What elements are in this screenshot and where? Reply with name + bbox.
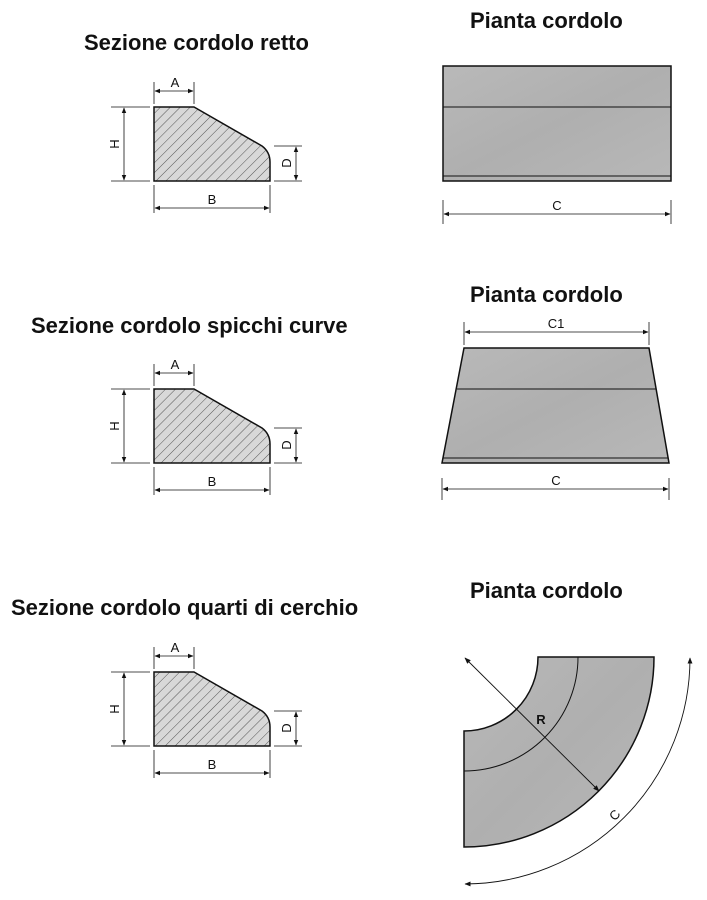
label-b: B (207, 192, 217, 207)
plan-block (443, 66, 671, 181)
section-title-quarter: Sezione cordolo quarti di cerchio (11, 595, 359, 620)
plan-block (442, 348, 669, 463)
label-b: B (207, 757, 217, 772)
cross-section-segment (107, 357, 302, 495)
section-profile (154, 107, 270, 181)
label-a: A (170, 357, 180, 372)
label-a: A (170, 640, 180, 655)
cross-section-straight (107, 75, 302, 213)
label-h: H (107, 421, 122, 431)
label-c: C (552, 198, 562, 213)
section-title-straight: Sezione cordolo retto (84, 30, 309, 55)
plan-view-straight (443, 66, 671, 224)
plan-title-straight: Pianta cordolo (470, 8, 623, 33)
label-r: R (536, 712, 546, 727)
label-h: H (107, 704, 122, 714)
plan-view-segment (442, 316, 669, 500)
section-title-segment: Sezione cordolo spicchi curve (31, 313, 348, 338)
plan-title-quarter: Pianta cordolo (470, 578, 623, 603)
label-d: D (279, 723, 294, 733)
label-a: A (170, 75, 180, 90)
label-d: D (279, 158, 294, 168)
section-profile (154, 672, 270, 746)
label-c: C (605, 806, 624, 824)
label-b: B (207, 474, 217, 489)
plan-view-quarter (464, 657, 690, 884)
label-h: H (107, 139, 122, 149)
plan-title-segment: Pianta cordolo (470, 282, 623, 307)
section-profile (154, 389, 270, 463)
label-c: C (551, 473, 561, 488)
label-c1: C1 (547, 316, 565, 331)
label-d: D (279, 440, 294, 450)
cross-section-quarter (107, 640, 302, 778)
